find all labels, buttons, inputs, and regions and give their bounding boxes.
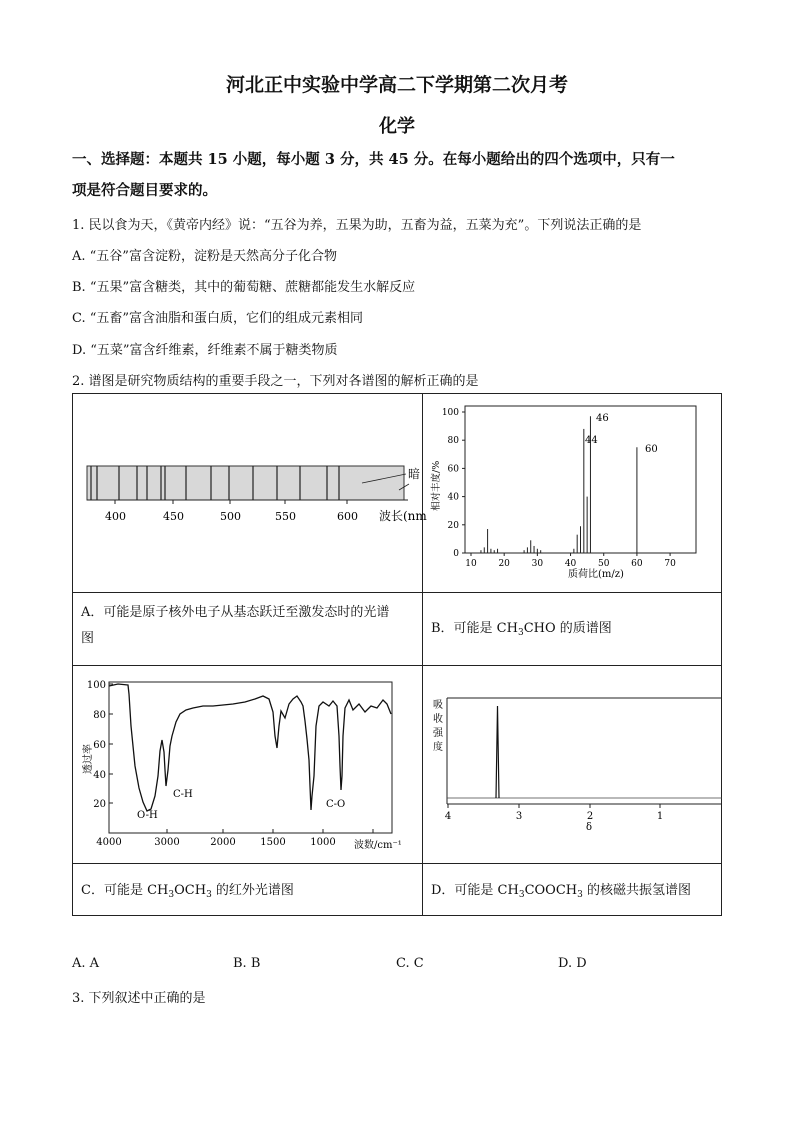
cell-a-spectrum bbox=[73, 394, 427, 592]
ir-ytick-label: 60 bbox=[93, 740, 106, 751]
caption-a-line2: 图 bbox=[81, 631, 95, 646]
mass-spectrum-figure bbox=[423, 394, 722, 592]
ms-ytick-label: 40 bbox=[447, 492, 459, 503]
nmr-xtick-label: 4 bbox=[444, 811, 452, 822]
ms-ylabel: 相对丰度/% bbox=[431, 460, 442, 511]
section-heading-line1: 一、选择题：本题共 15 小题，每小题 3 分，共 45 分。在每小题给出的四个选项中，只有一 bbox=[72, 151, 675, 168]
ms-xtick-label: 20 bbox=[498, 559, 510, 569]
band-label-ch: C-H bbox=[173, 789, 193, 800]
nmr-xtick-label: 2 bbox=[586, 811, 594, 822]
q1-option-d: D. “五菜”富含纤维素，纤维素不属于糖类物质 bbox=[72, 343, 338, 358]
peak-label-60: 60 bbox=[645, 444, 658, 455]
band-label-oh: O-H bbox=[137, 810, 158, 821]
wavelength-tick-label: 550 bbox=[275, 510, 296, 523]
ms-xtick-label: 40 bbox=[564, 559, 577, 569]
ir-xtick-label: 1500 bbox=[260, 837, 286, 848]
spectrum-band bbox=[87, 466, 404, 500]
exam-title: 河北正中实验中学高二下学期第二次月考 bbox=[225, 74, 568, 96]
q1-stem: 1. 民以食为天，《黄帝内经》说：“五谷为养，五果为助，五畜为益，五菜为充”。下列说法正确的是 bbox=[72, 218, 642, 233]
section-heading-line2: 项是符合题目要求的。 bbox=[72, 182, 217, 199]
nmr-spectrum-figure bbox=[423, 666, 722, 863]
nmr-ylabel-char: 吸 bbox=[433, 700, 443, 711]
caption-a-line1: A．可能是原子核外电子从基态跃迁至激发态时的光谱 bbox=[81, 605, 390, 620]
cell-d-spectrum bbox=[423, 666, 722, 863]
ms-ytick-label: 0 bbox=[453, 549, 459, 559]
peak-label-44: 44 bbox=[585, 435, 598, 446]
caption-b: B．可能是 $CH_3CHO$ 的质谱图 bbox=[431, 621, 612, 638]
ms-ytick-label: 80 bbox=[447, 436, 459, 447]
answer-choice-b: B. B bbox=[233, 956, 261, 971]
ms-xtick-label: 50 bbox=[598, 559, 610, 569]
cell-b-spectrum bbox=[423, 394, 722, 592]
ir-xtick-label: 1000 bbox=[310, 837, 336, 848]
ir-ytick-label: 40 bbox=[93, 770, 106, 781]
line-spectrum-figure bbox=[73, 394, 427, 592]
nmr-ylabel-char: 度 bbox=[433, 742, 443, 753]
ms-xtick-label: 60 bbox=[631, 559, 643, 569]
q3-stem: 3. 下列叙述中正确的是 bbox=[72, 991, 206, 1006]
wavelength-tick-label: 500 bbox=[220, 510, 241, 523]
ir-xtick-label: 3000 bbox=[154, 837, 180, 848]
ms-ytick-label: 60 bbox=[447, 464, 459, 475]
nmr-xtick-label: 1 bbox=[656, 811, 664, 822]
ir-xtick-label: 2000 bbox=[210, 837, 236, 848]
answer-choice-a: A. A bbox=[72, 956, 100, 971]
ir-xtick-label: 4000 bbox=[96, 837, 122, 848]
ir-ytick-label: 80 bbox=[93, 710, 106, 721]
ms-xtick-label: 10 bbox=[465, 559, 477, 569]
ir-ytick-label: 100 bbox=[86, 680, 106, 691]
wavelength-tick-label: 450 bbox=[163, 510, 184, 523]
q1-option-a: A. “五谷”富含淀粉，淀粉是天然高分子化合物 bbox=[72, 249, 337, 264]
ir-spectrum-figure bbox=[73, 666, 422, 863]
peak-label-46: 46 bbox=[596, 413, 609, 424]
ms-ytick-label: 100 bbox=[441, 408, 459, 418]
subject-title: 化学 bbox=[379, 116, 415, 137]
answer-choice-c: C. C bbox=[396, 956, 424, 971]
nmr-xlabel: δ bbox=[586, 822, 593, 833]
section-heading bbox=[72, 144, 732, 206]
nmr-peak bbox=[496, 706, 499, 798]
wavelength-tick-label: 400 bbox=[105, 510, 126, 523]
caption-c: C．可能是 $CH_3OCH_3$ 的红外光谱图 bbox=[81, 883, 294, 900]
q1-option-c: C. “五畜”富含油脂和蛋白质，它们的组成元素相同 bbox=[72, 311, 364, 326]
wavelength-tick-label: 600 bbox=[337, 510, 358, 523]
caption-d: D．可能是 $CH_3COOCH_3$ 的核磁共振氢谱图 bbox=[431, 883, 691, 900]
q2-spectra-table bbox=[72, 393, 722, 916]
label-dark: 暗 bbox=[408, 467, 421, 481]
ir-curve bbox=[109, 684, 391, 811]
caption-a bbox=[73, 600, 422, 665]
ir-ytick-label: 20 bbox=[93, 799, 106, 810]
label-wavelength: 波长(nm bbox=[379, 509, 427, 523]
answer-choice-d: D. D bbox=[558, 956, 587, 971]
ir-xlabel: 波数/cm⁻¹ bbox=[354, 840, 402, 851]
ms-xlabel: 质荷比(m/z) bbox=[568, 569, 624, 580]
band-label-co: C-O bbox=[326, 799, 346, 810]
ir-ylabel: 透过率 bbox=[83, 744, 94, 774]
ms-ytick-label: 20 bbox=[447, 520, 459, 531]
nmr-xtick-label: 3 bbox=[515, 811, 523, 822]
ms-xtick-label: 30 bbox=[531, 559, 544, 569]
nmr-ylabel-char: 收 bbox=[433, 714, 443, 725]
cell-c-spectrum bbox=[73, 666, 422, 863]
q2-stem: 2. 谱图是研究物质结构的重要手段之一，下列对各谱图的解析正确的是 bbox=[72, 374, 479, 389]
ms-xtick-label: 70 bbox=[664, 559, 676, 569]
q1-option-b: B. “五果”富含糖类，其中的葡萄糖、蔗糖都能发生水解反应 bbox=[72, 280, 416, 295]
nmr-ylabel-char: 强 bbox=[433, 728, 443, 739]
